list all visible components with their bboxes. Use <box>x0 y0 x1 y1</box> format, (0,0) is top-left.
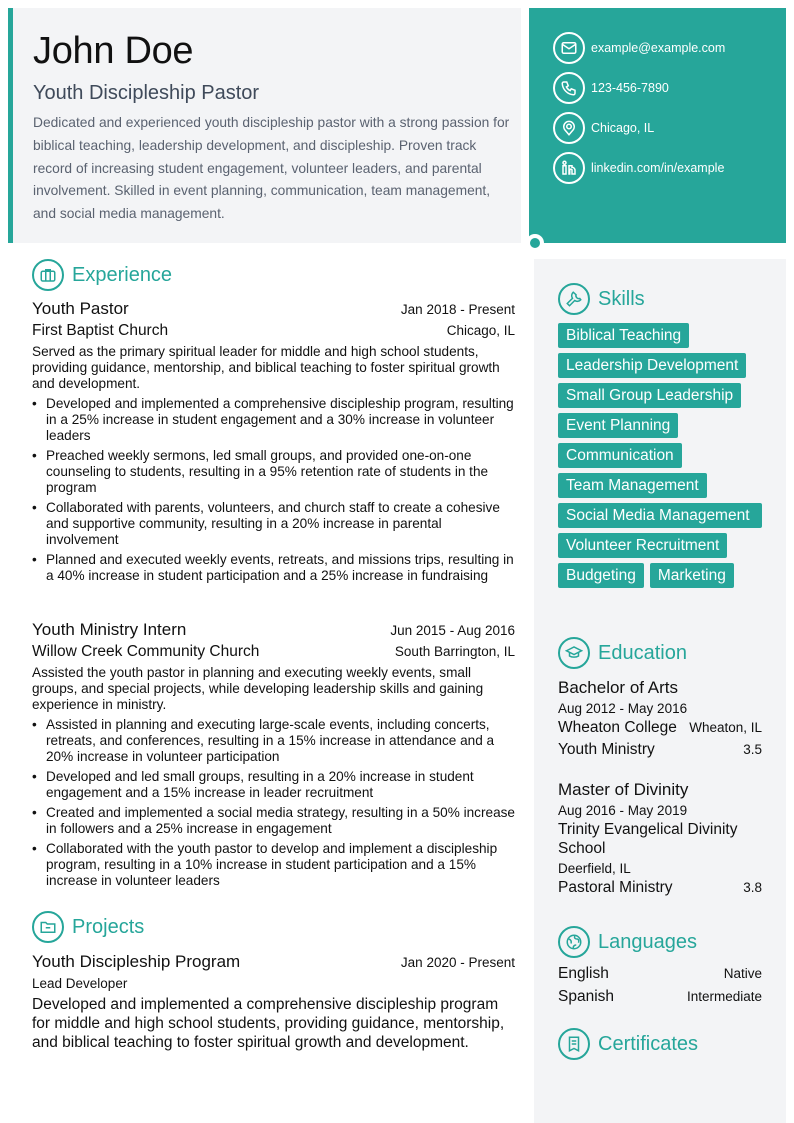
linkedin-icon <box>553 152 585 184</box>
project-title: Youth Discipleship Program <box>32 952 241 971</box>
experience-item <box>32 299 515 588</box>
job-date: Jun 2015 - Aug 2016 <box>390 623 515 638</box>
job-bullet: • Collaborated with the youth pastor to develop and implement a discipleship program, resulting in a 10% increase in student participation and a 15% increase in volunteer leaders <box>32 841 515 889</box>
job-location: Chicago, IL <box>446 323 515 338</box>
skill-tag: Social Media Management <box>558 503 762 528</box>
projects-title: Projects <box>72 915 145 938</box>
education-school: Wheaton College <box>558 719 677 736</box>
graduation-cap-icon <box>558 637 590 669</box>
education-item <box>558 678 762 759</box>
job-bullet: • Assisted in planning and executing large-scale events, including concerts, retreats, and conferences, resulting in a 15% increase in attendance and a 20% increase in volunteer participation <box>32 717 515 765</box>
education-field: Youth Ministry <box>558 741 655 758</box>
job-bullet: • Collaborated with parents, volunteers, and church staff to create a cohesive and supportive community, resulting in a 20% increase in parental involvement <box>32 500 515 548</box>
job-bullet: • Developed and implemented a comprehensive discipleship program, resulting in a 25% increase in student engagement and a 30% increase in volunteer leaders <box>32 396 515 444</box>
contact-email-text: example@example.com <box>591 41 726 55</box>
contact-panel <box>529 8 786 243</box>
languages-heading <box>558 926 697 958</box>
certificates-heading <box>558 1028 698 1060</box>
job-bullet: • Preached weekly sermons, led small groups, and provided one-on-one counseling to students, resulting in a 95% retention rate of students in the program <box>32 448 515 496</box>
language-level: Native <box>723 966 762 981</box>
job-title: Youth Ministry Intern <box>32 620 187 639</box>
candidate-name: John Doe <box>33 30 194 72</box>
skill-tag: Marketing <box>650 563 734 588</box>
phone-icon <box>553 72 585 104</box>
education-gpa: 3.5 <box>743 742 762 757</box>
contact-phone[interactable] <box>553 72 669 104</box>
education-degree: Master of Divinity <box>558 780 689 799</box>
skills-list <box>558 323 768 588</box>
job-date: Jan 2018 - Present <box>400 302 515 317</box>
job-bullets <box>32 717 515 889</box>
briefcase-icon <box>32 259 64 291</box>
summary-text: Dedicated and experienced youth discipleship pastor with a strong passion for biblical teaching, leadership development, and discipleship. Proven track record of increasing student engagement, volunteer leaders, and parental involvement. Skilled in event planning, communication, team management, and social media management. <box>33 115 510 222</box>
contact-location-text: Chicago, IL <box>591 121 655 135</box>
language-item <box>558 988 762 1011</box>
header-summary-panel <box>8 8 521 243</box>
project-role: Lead Developer <box>32 976 128 991</box>
language-level: Intermediate <box>686 989 762 1004</box>
wrench-icon <box>558 283 590 315</box>
certificate-icon <box>558 1028 590 1060</box>
skill-tag: Leadership Development <box>558 353 746 378</box>
map-pin-icon <box>553 112 585 144</box>
certificates-title: Certificates <box>598 1032 699 1055</box>
contact-linkedin-text: linkedin.com/in/example <box>591 161 725 175</box>
languages-list <box>558 965 762 1011</box>
education-location: Wheaton, IL <box>689 720 762 735</box>
education-date: Aug 2016 - May 2019 <box>558 803 688 818</box>
contact-linkedin[interactable] <box>553 152 724 184</box>
job-description: Assisted the youth pastor in planning and executing weekly events, small groups, and special projects, while developing leadership skills and gaining experience in ministry. <box>32 665 484 712</box>
candidate-role: Youth Discipleship Pastor <box>33 82 260 104</box>
globe-icon <box>558 926 590 958</box>
education-school: Trinity Evangelical Divinity School <box>558 821 738 857</box>
education-item <box>558 780 762 897</box>
job-location: South Barrington, IL <box>394 644 515 659</box>
education-heading <box>558 637 687 669</box>
education-field: Pastoral Ministry <box>558 879 673 896</box>
project-date: Jan 2020 - Present <box>400 955 515 970</box>
job-bullet: • Created and implemented a social media strategy, resulting in a 50% increase in followers and a 25% increase in engagement <box>32 805 515 837</box>
experience-heading <box>32 259 172 291</box>
job-description: Served as the primary spiritual leader for middle and high school students, providing guidance, mentorship, and biblical teaching to foster spiritual growth and development. <box>32 344 500 391</box>
education-title: Education <box>598 641 687 664</box>
education-degree: Bachelor of Arts <box>558 678 679 697</box>
skill-tag: Team Management <box>558 473 707 498</box>
decorative-dot <box>526 234 544 252</box>
language-name: Spanish <box>558 988 615 1005</box>
education-location: Deerfield, IL <box>558 861 631 876</box>
languages-title: Languages <box>598 930 697 953</box>
skill-tag: Communication <box>558 443 682 468</box>
mail-icon <box>553 32 585 64</box>
contact-phone-text: 123-456-7890 <box>591 81 669 95</box>
experience-item <box>32 620 515 893</box>
contact-email[interactable] <box>553 32 725 64</box>
job-bullet: • Developed and led small groups, resulting in a 20% increase in student engagement and a 15% increase in leader recruitment <box>32 769 515 801</box>
language-name: English <box>558 965 609 982</box>
skill-tag: Event Planning <box>558 413 678 438</box>
projects-heading <box>32 911 144 943</box>
education-date: Aug 2012 - May 2016 <box>558 701 688 716</box>
skills-title: Skills <box>598 287 645 310</box>
skill-tag: Small Group Leadership <box>558 383 741 408</box>
contact-location <box>553 112 654 144</box>
experience-title: Experience <box>72 263 173 286</box>
job-organization: Willow Creek Community Church <box>32 643 260 660</box>
job-title: Youth Pastor <box>32 299 129 318</box>
job-organization: First Baptist Church <box>32 322 169 339</box>
skill-tag: Volunteer Recruitment <box>558 533 727 558</box>
project-description: Developed and implemented a comprehensive discipleship program for middle and high school students, providing guidance, mentorship, and biblical teaching to foster spiritual growth and development. <box>32 996 505 1051</box>
project-item <box>32 952 515 1052</box>
education-gpa: 3.8 <box>743 880 762 895</box>
skill-tag: Budgeting <box>558 563 644 588</box>
folder-icon <box>32 911 64 943</box>
language-item <box>558 965 762 988</box>
job-bullet: • Planned and executed weekly events, retreats, and missions trips, resulting in a 40% increase in student participation and a 25% increase in fundraising <box>32 552 515 584</box>
job-bullets <box>32 396 515 584</box>
skills-heading <box>558 283 645 315</box>
skill-tag: Biblical Teaching <box>558 323 689 348</box>
